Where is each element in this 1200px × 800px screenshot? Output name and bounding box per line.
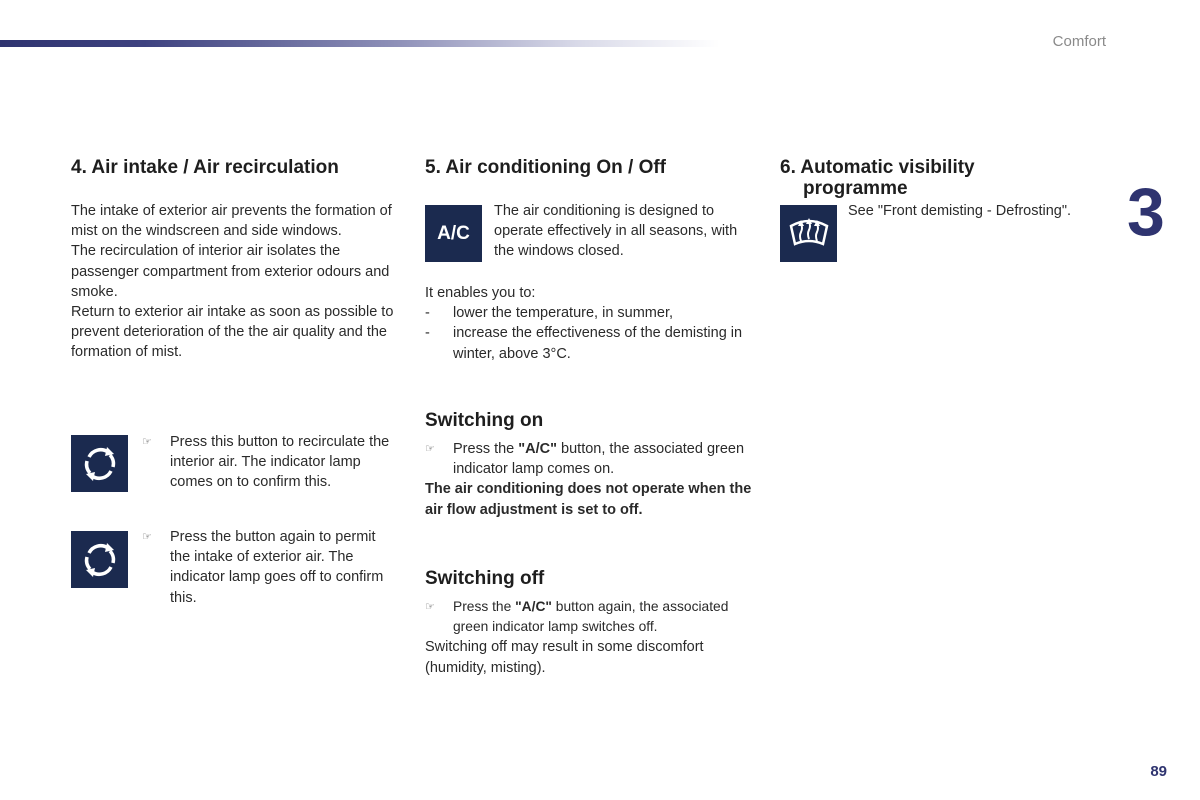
switching-on-note: The air conditioning does not operate when the air flow adjustment is set to off.	[425, 481, 752, 518]
recirculate-step-text: Press this button to recirculate the interior air. The indicator lamp comes on to confirm this.	[170, 434, 390, 491]
section-title: Comfort	[1052, 33, 1106, 50]
switching-on-section	[425, 410, 755, 520]
ac-intro	[494, 201, 739, 262]
visibility-text: See "Front demisting - Defrosting".	[848, 203, 1072, 219]
air-intake-heading: 4. Air intake / Air recirculation	[71, 157, 339, 178]
switching-off-note: Switching off may result in some discomfort (humidity, misting).	[425, 639, 704, 676]
switching-off-section	[425, 568, 755, 678]
air-intake-para-2: The recirculation of interior air isolates the passenger compartment from exterior odours and smoke.	[71, 243, 390, 300]
pointing-hand-icon: ☞	[425, 443, 435, 455]
recirculate-step	[142, 432, 392, 493]
pointing-hand-icon: ☞	[142, 436, 152, 448]
windscreen-defrost-icon	[787, 214, 831, 254]
ac-benefits	[425, 283, 755, 364]
air-intake-para-1: The intake of exterior air prevents the formation of mist on the windscreen and side windows.	[71, 203, 392, 240]
switching-on-step: ☞ Press the "A/C" button, the associated green indicator lamp comes on.	[425, 441, 745, 478]
exterior-air-step-text: Press the button again to permit the intake of exterior air. The indicator lamp goes off to confirm this.	[170, 529, 384, 606]
visibility-heading-line-1: 6. Automatic visibility	[780, 157, 975, 178]
switching-off-step: ☞ Press the "A/C" button again, the associated green indicator lamp switches off.	[425, 599, 729, 635]
switching-on-heading: Switching on	[425, 410, 544, 431]
list-item: - lower the temperature, in summer,	[425, 305, 674, 322]
visibility-programme-section	[780, 157, 1100, 199]
air-conditioning-section	[425, 157, 755, 178]
header-gradient-bar	[0, 40, 720, 47]
recirculation-icon	[80, 444, 120, 484]
recirculation-button-icon	[71, 435, 128, 492]
air-intake-para-3: Return to exterior air intake as soon as possible to prevent deterioration of the the air quality and the formation of mist.	[71, 304, 394, 361]
visibility-button-icon	[780, 205, 837, 262]
chapter-number: 3	[1127, 174, 1165, 250]
exterior-air-step	[142, 527, 392, 608]
ac-intro-text: The air conditioning is designed to operate effectively in all seasons, with the windows closed.	[494, 203, 738, 260]
air-intake-section	[71, 157, 401, 363]
ac-icon-label: A/C	[437, 222, 470, 244]
switching-off-heading: Switching off	[425, 568, 545, 589]
pointing-hand-icon: ☞	[142, 531, 152, 543]
page-number: 89	[1150, 763, 1167, 780]
ac-button-icon	[425, 205, 482, 262]
recirculation-icon	[80, 540, 120, 580]
list-item: - increase the effectiveness of the demisting in winter, above 3°C.	[425, 325, 743, 362]
visibility-heading-line-2: programme	[803, 178, 908, 199]
pointing-hand-icon: ☞	[425, 601, 435, 613]
ac-enables-text: It enables you to:	[425, 285, 536, 301]
exterior-air-button-icon	[71, 531, 128, 588]
air-conditioning-heading: 5. Air conditioning On / Off	[425, 157, 666, 178]
